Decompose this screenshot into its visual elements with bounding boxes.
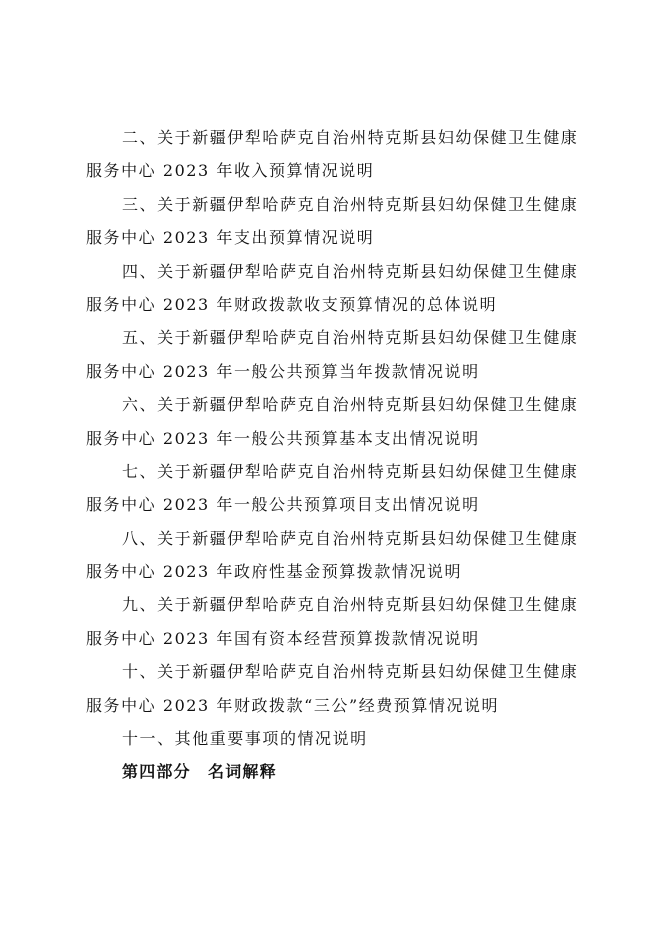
toc-item <box>86 655 586 722</box>
toc-item <box>86 588 586 655</box>
toc-item-line2: 服务中心 2023 年政府性基金预算拨款情况说明 <box>86 562 463 582</box>
toc-item-line1: 七、关于新疆伊犁哈萨克自治州特克斯县妇幼保健卫生健康 <box>122 461 579 481</box>
toc-item <box>86 188 586 255</box>
toc-item-line1: 五、关于新疆伊犁哈萨克自治州特克斯县妇幼保健卫生健康 <box>122 328 579 348</box>
toc-item-line2: 服务中心 2023 年一般公共预算项目支出情况说明 <box>86 495 480 515</box>
toc-item-line1: 八、关于新疆伊犁哈萨克自治州特克斯县妇幼保健卫生健康 <box>122 528 579 548</box>
toc-item-line1: 九、关于新疆伊犁哈萨克自治州特克斯县妇幼保健卫生健康 <box>122 595 579 615</box>
toc-item-line2: 服务中心 2023 年支出预算情况说明 <box>86 228 375 248</box>
toc-item <box>86 455 586 522</box>
toc-item-line1: 二、关于新疆伊犁哈萨克自治州特克斯县妇幼保健卫生健康 <box>122 128 579 147</box>
toc-item-11: 十一、其他重要事项的情况说明 <box>122 729 368 749</box>
toc-item-line2: 服务中心 2023 年一般公共预算当年拨款情况说明 <box>86 361 480 381</box>
toc-item <box>86 255 586 322</box>
document-body <box>86 121 586 789</box>
toc-item-line1: 三、关于新疆伊犁哈萨克自治州特克斯县妇幼保健卫生健康 <box>122 194 579 214</box>
toc-item <box>86 388 586 455</box>
toc-item-line2: 服务中心 2023 年财政拨款“三公”经费预算情况说明 <box>86 695 500 715</box>
toc-item <box>86 321 586 388</box>
toc-items <box>86 121 586 722</box>
toc-item-line1: 十、关于新疆伊犁哈萨克自治州特克斯县妇幼保健卫生健康 <box>122 662 579 682</box>
section-heading: 第四部分 名词解释 <box>122 762 277 782</box>
toc-item-line2: 服务中心 2023 年收入预算情况说明 <box>86 161 375 181</box>
toc-item <box>86 121 586 188</box>
toc-item-line2: 服务中心 2023 年财政拨款收支预算情况的总体说明 <box>86 294 498 314</box>
toc-item <box>86 522 586 589</box>
toc-item-line1: 四、关于新疆伊犁哈萨克自治州特克斯县妇幼保健卫生健康 <box>122 261 579 281</box>
toc-item-line1: 六、关于新疆伊犁哈萨克自治州特克斯县妇幼保健卫生健康 <box>122 395 579 415</box>
toc-item-line2: 服务中心 2023 年一般公共预算基本支出情况说明 <box>86 428 480 448</box>
toc-item-line2: 服务中心 2023 年国有资本经营预算拨款情况说明 <box>86 628 480 648</box>
